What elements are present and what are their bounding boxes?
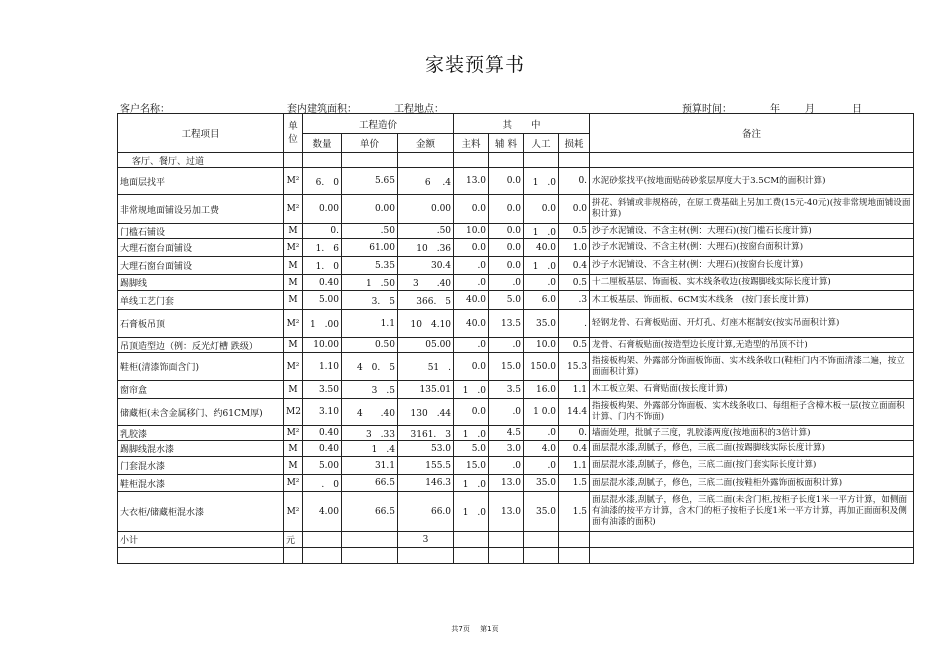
cell-main: 1 .0 bbox=[454, 475, 489, 492]
cell-amount: 130 .44 bbox=[398, 399, 454, 426]
cell-loss: . bbox=[559, 310, 590, 338]
cell-amount: 366. 5 bbox=[398, 291, 454, 310]
cell-note: 轻钢龙骨、石膏板贴面、开灯孔、灯座木框制安(按实吊面积计算) bbox=[590, 310, 914, 338]
cell-price: 66.5 bbox=[342, 475, 398, 492]
cell-name: 窗帘盒 bbox=[118, 381, 284, 399]
cell-loss: 1.1 bbox=[559, 381, 590, 399]
header-among: 其 中 bbox=[454, 114, 590, 134]
date-day-label: 日 bbox=[852, 104, 862, 115]
cell-unit: M bbox=[284, 381, 303, 399]
table-row bbox=[118, 426, 914, 441]
cell-aux: .0 bbox=[489, 457, 524, 475]
table-row bbox=[118, 195, 914, 224]
cell-note: 水泥砂浆找平(按地面贴砖砂浆层厚度大于3.5CM的面积计算) bbox=[590, 168, 914, 195]
cell-qty: 0.00 bbox=[303, 195, 342, 224]
cell-labor: 0.0 bbox=[524, 195, 559, 224]
table-row bbox=[118, 338, 914, 353]
cell-name: 踢脚线混水漆 bbox=[118, 441, 284, 457]
cell-price: 3 .33 bbox=[342, 426, 398, 441]
page-footer bbox=[0, 624, 950, 634]
cell-price: .50 bbox=[342, 224, 398, 239]
cell-aux: .0 bbox=[489, 399, 524, 426]
subtotal-row bbox=[118, 532, 914, 548]
cell-amount: 3161. 3 bbox=[398, 426, 454, 441]
subtotal-name: 小计 bbox=[118, 532, 284, 548]
cell-name: 吊顶造型边（例：反光灯槽 跌级） bbox=[118, 338, 284, 353]
table-row bbox=[118, 399, 914, 426]
table-row bbox=[118, 475, 914, 492]
header-qty: 数量 bbox=[303, 134, 342, 153]
cell-note: 面层混水漆,刮腻子，修色，三底二面(按踢脚线实际长度计算) bbox=[590, 441, 914, 457]
empty-row bbox=[118, 548, 914, 564]
table-row bbox=[118, 381, 914, 399]
cell-aux: 0.0 bbox=[489, 257, 524, 275]
cell-note: 拼花、斜铺或非规格砖，在原工费基础上另加工费(15元-40元)(按非常规地面铺设面积计算) bbox=[590, 195, 914, 224]
cell-qty: 3.10 bbox=[303, 399, 342, 426]
cell-labor: 4.0 bbox=[524, 441, 559, 457]
cell-amount: 51 . bbox=[398, 353, 454, 381]
table-row bbox=[118, 457, 914, 475]
header-amount: 金额 bbox=[398, 134, 454, 153]
cell-main: 0.0 bbox=[454, 353, 489, 381]
header-main: 主料 bbox=[454, 134, 489, 153]
header-aux: 辅 料 bbox=[489, 134, 524, 153]
cell-main: 0.0 bbox=[454, 195, 489, 224]
cell-unit: M² bbox=[284, 353, 303, 381]
table-row bbox=[118, 168, 914, 195]
cell-amount: 66.0 bbox=[398, 492, 454, 532]
total-pages: 共7页 bbox=[451, 625, 470, 633]
cell-amount: 10 .36 bbox=[398, 239, 454, 257]
cell-amount: 135.01 bbox=[398, 381, 454, 399]
cell-note: 木工板立架、石膏贴面(按长度计算) bbox=[590, 381, 914, 399]
cell-qty: 0.40 bbox=[303, 426, 342, 441]
cell-qty: 1.10 bbox=[303, 353, 342, 381]
cell-price: 3. 5 bbox=[342, 291, 398, 310]
cell-price: 3 .5 bbox=[342, 381, 398, 399]
cell-name: 乳胶漆 bbox=[118, 426, 284, 441]
header-price: 单价 bbox=[342, 134, 398, 153]
cell-unit: M² bbox=[284, 426, 303, 441]
cell-main: 10.0 bbox=[454, 224, 489, 239]
budget-date-label: 预算时间： bbox=[682, 104, 732, 115]
date-year-label: 年 bbox=[770, 104, 780, 115]
cell-labor: 35.0 bbox=[524, 492, 559, 532]
cell-amount: 155.5 bbox=[398, 457, 454, 475]
cell-labor: 1 .0 bbox=[524, 257, 559, 275]
cell-labor: 1 .0 bbox=[524, 224, 559, 239]
cell-price: 4 0. 5 bbox=[342, 353, 398, 381]
cell-name: 大衣柜/储藏柜混水漆 bbox=[118, 492, 284, 532]
header-labor: 人工 bbox=[524, 134, 559, 153]
cell-loss: 0.5 bbox=[559, 224, 590, 239]
cell-note: 沙子水泥铺设、不含主材(例：大理石)(按窗台长度计算) bbox=[590, 257, 914, 275]
cell-main: 1 .0 bbox=[454, 426, 489, 441]
cell-name: 地面层找平 bbox=[118, 168, 284, 195]
cell-unit: M bbox=[284, 275, 303, 291]
cell-loss: 15.3 bbox=[559, 353, 590, 381]
cell-note: 面层混水漆,刮腻子，修色，三底二面(按门套实际长度计算) bbox=[590, 457, 914, 475]
header-unit: 单位 bbox=[284, 114, 303, 153]
cell-loss: 14.4 bbox=[559, 399, 590, 426]
cell-main: 40.0 bbox=[454, 310, 489, 338]
cell-main: .0 bbox=[454, 275, 489, 291]
cell-loss: 0.5 bbox=[559, 338, 590, 353]
cell-note: 墙面处理，批腻子三度，乳胶漆两度(按地面积的3倍计算) bbox=[590, 426, 914, 441]
cell-labor: 16.0 bbox=[524, 381, 559, 399]
table-row bbox=[118, 353, 914, 381]
cell-price: 5.65 bbox=[342, 168, 398, 195]
table-row bbox=[118, 492, 914, 532]
table-row bbox=[118, 275, 914, 291]
cell-qty: 5.00 bbox=[303, 457, 342, 475]
cell-note: 面层混水漆,刮腻子，修色，三底二面(未含门柜,按柜子长度1米一平方计算，如侧面有油漆的按平方计算，含木门的柜子按柜子长度1米一平方计算，再加正面面积及侧面有油漆的面积) bbox=[590, 492, 914, 532]
cell-price: 5.35 bbox=[342, 257, 398, 275]
cell-aux: 5.0 bbox=[489, 291, 524, 310]
section-row bbox=[118, 153, 914, 168]
cell-price: 4 .40 bbox=[342, 399, 398, 426]
cell-labor: 35.0 bbox=[524, 310, 559, 338]
cell-note: 沙子水泥铺设、不含主材(例：大理石)(按门槛石长度计算) bbox=[590, 224, 914, 239]
cell-note: 木工板基层、饰面板、6CM实木线条 (按门套长度计算) bbox=[590, 291, 914, 310]
header-note: 备注 bbox=[590, 114, 914, 153]
header-loss: 损耗 bbox=[559, 134, 590, 153]
cell-qty: 1. 6 bbox=[303, 239, 342, 257]
cell-main: 0.0 bbox=[454, 239, 489, 257]
cell-loss: 0. bbox=[559, 168, 590, 195]
cell-loss: 0.5 bbox=[559, 275, 590, 291]
cell-qty: 0.40 bbox=[303, 441, 342, 457]
cell-loss: .3 bbox=[559, 291, 590, 310]
table-row bbox=[118, 224, 914, 239]
cell-unit: M bbox=[284, 457, 303, 475]
cell-name: 门槛石铺设 bbox=[118, 224, 284, 239]
cell-loss: 0.4 bbox=[559, 257, 590, 275]
cell-loss: 1.1 bbox=[559, 457, 590, 475]
cell-aux: 13.0 bbox=[489, 475, 524, 492]
cell-aux: 0.0 bbox=[489, 239, 524, 257]
cell-unit: M bbox=[284, 291, 303, 310]
cell-main: 0.0 bbox=[454, 399, 489, 426]
cell-qty: 4.00 bbox=[303, 492, 342, 532]
cell-qty: 10.00 bbox=[303, 338, 342, 353]
cell-unit: M² bbox=[284, 492, 303, 532]
cell-labor: 10.0 bbox=[524, 338, 559, 353]
cell-main: 1 .0 bbox=[454, 492, 489, 532]
cell-note: 十二厘板基层、饰面板、实木线条收边(按踢脚线实际长度计算) bbox=[590, 275, 914, 291]
cell-name: 储藏柜(未含金属移门、约61CM厚) bbox=[118, 399, 284, 426]
cell-unit: M bbox=[284, 338, 303, 353]
cell-main: 40.0 bbox=[454, 291, 489, 310]
cell-amount: 6 .4 bbox=[398, 168, 454, 195]
cell-qty: 6. 0 bbox=[303, 168, 342, 195]
cell-name: 大理石窗台面铺设 bbox=[118, 239, 284, 257]
cell-qty: . 0 bbox=[303, 475, 342, 492]
cell-labor: 1 .0 bbox=[524, 168, 559, 195]
cell-name: 单线工艺门套 bbox=[118, 291, 284, 310]
cell-labor: .0 bbox=[524, 457, 559, 475]
cell-qty: 3.50 bbox=[303, 381, 342, 399]
cell-labor: 150.0 bbox=[524, 353, 559, 381]
cell-price: 0.00 bbox=[342, 195, 398, 224]
cell-amount: 146.3 bbox=[398, 475, 454, 492]
cell-labor: .0 bbox=[524, 426, 559, 441]
site-address-label: 工程地点： bbox=[394, 104, 444, 115]
cell-qty: 1 .00 bbox=[303, 310, 342, 338]
cell-name: 踢脚线 bbox=[118, 275, 284, 291]
table-row bbox=[118, 310, 914, 338]
cell-loss: 0.4 bbox=[559, 441, 590, 457]
cell-loss: 1.5 bbox=[559, 492, 590, 532]
cell-price: 31.1 bbox=[342, 457, 398, 475]
cell-note: 指接板构架、外露部分饰面板饰面、实木线条收口(鞋柜门内不饰面清漆二遍，按立面面积计算) bbox=[590, 353, 914, 381]
cell-name: 大理石窗台面铺设 bbox=[118, 257, 284, 275]
cell-price: 1 .4 bbox=[342, 441, 398, 457]
header-item: 工程项目 bbox=[118, 114, 284, 153]
cell-name: 石膏板吊顶 bbox=[118, 310, 284, 338]
cell-qty: 5.00 bbox=[303, 291, 342, 310]
cell-main: 13.0 bbox=[454, 168, 489, 195]
cell-aux: .0 bbox=[489, 338, 524, 353]
cell-labor: .0 bbox=[524, 275, 559, 291]
cell-loss: 1.5 bbox=[559, 475, 590, 492]
cell-price: 1 .50 bbox=[342, 275, 398, 291]
subtotal-unit: 元 bbox=[284, 532, 303, 548]
document-title: 家装预算书 bbox=[424, 54, 525, 76]
current-page: 第1页 bbox=[480, 625, 499, 633]
cell-aux: 15.0 bbox=[489, 353, 524, 381]
cell-labor: 40.0 bbox=[524, 239, 559, 257]
cell-name: 鞋柜混水漆 bbox=[118, 475, 284, 492]
cell-note: 指接板构架、外露部分饰面板、实木线条收口、每组柜子含樟木板一层(按立面面积计算、门内不饰面) bbox=[590, 399, 914, 426]
table-row bbox=[118, 257, 914, 275]
cell-loss: 0. bbox=[559, 426, 590, 441]
cell-name: 鞋柜(清漆饰面含门) bbox=[118, 353, 284, 381]
cell-main: 5.0 bbox=[454, 441, 489, 457]
cell-amount: 0.00 bbox=[398, 195, 454, 224]
cell-amount: 3 .40 bbox=[398, 275, 454, 291]
customer-name-label: 客户名称： bbox=[120, 104, 170, 115]
cell-name: 门套混水漆 bbox=[118, 457, 284, 475]
header-cost: 工程造价 bbox=[303, 114, 454, 134]
cell-aux: 4.5 bbox=[489, 426, 524, 441]
cell-loss: 1.0 bbox=[559, 239, 590, 257]
cell-labor: 35.0 bbox=[524, 475, 559, 492]
cell-main: 15.0 bbox=[454, 457, 489, 475]
cell-price: 1.1 bbox=[342, 310, 398, 338]
table-row bbox=[118, 291, 914, 310]
cell-amount: 10 4.10 bbox=[398, 310, 454, 338]
table-row bbox=[118, 441, 914, 457]
cell-price: 61.00 bbox=[342, 239, 398, 257]
cell-note: 龙骨、石膏板贴面(按造型边长度计算,无造型的吊顶不计) bbox=[590, 338, 914, 353]
cell-aux: .0 bbox=[489, 275, 524, 291]
cell-amount: 30.4 bbox=[398, 257, 454, 275]
cell-amount: 53.0 bbox=[398, 441, 454, 457]
cell-unit: M2 bbox=[284, 399, 303, 426]
cell-labor: 6.0 bbox=[524, 291, 559, 310]
subtotal-amount: 3 bbox=[398, 532, 454, 548]
cell-labor: 1 0.0 bbox=[524, 399, 559, 426]
budget-table bbox=[117, 113, 914, 564]
cell-unit: M bbox=[284, 224, 303, 239]
cell-unit: M bbox=[284, 257, 303, 275]
cell-aux: 3.5 bbox=[489, 381, 524, 399]
cell-unit: M² bbox=[284, 195, 303, 224]
date-month-label: 月 bbox=[805, 104, 815, 115]
floor-area-label: 套内建筑面积： bbox=[287, 104, 357, 115]
cell-main: 1 .0 bbox=[454, 381, 489, 399]
cell-price: 66.5 bbox=[342, 492, 398, 532]
cell-amount: .50 bbox=[398, 224, 454, 239]
section-title: 客厅、餐厅、过道 bbox=[118, 153, 284, 168]
cell-aux: 3.0 bbox=[489, 441, 524, 457]
cell-aux: 13.0 bbox=[489, 492, 524, 532]
cell-qty: 0.40 bbox=[303, 275, 342, 291]
cell-unit: M² bbox=[284, 475, 303, 492]
cell-note: 沙子水泥铺设、不含主材(例：大理石)(按窗台面积计算) bbox=[590, 239, 914, 257]
cell-aux: 0.0 bbox=[489, 195, 524, 224]
table-row bbox=[118, 239, 914, 257]
cell-amount: 05.00 bbox=[398, 338, 454, 353]
cell-unit: M² bbox=[284, 239, 303, 257]
cell-name: 非常规地面铺设另加工费 bbox=[118, 195, 284, 224]
cell-main: .0 bbox=[454, 338, 489, 353]
cell-unit: M² bbox=[284, 310, 303, 338]
cell-price: 0.50 bbox=[342, 338, 398, 353]
cell-aux: 0.0 bbox=[489, 168, 524, 195]
cell-unit: M² bbox=[284, 168, 303, 195]
cell-aux: 0.0 bbox=[489, 224, 524, 239]
cell-main: .0 bbox=[454, 257, 489, 275]
cell-loss: 0.0 bbox=[559, 195, 590, 224]
cell-qty: 0. bbox=[303, 224, 342, 239]
cell-qty: 1. 0 bbox=[303, 257, 342, 275]
cell-aux: 13.5 bbox=[489, 310, 524, 338]
cell-note: 面层混水漆,刮腻子，修色，三底二面(按鞋柜外露饰面板面积计算) bbox=[590, 475, 914, 492]
cell-unit: M bbox=[284, 441, 303, 457]
